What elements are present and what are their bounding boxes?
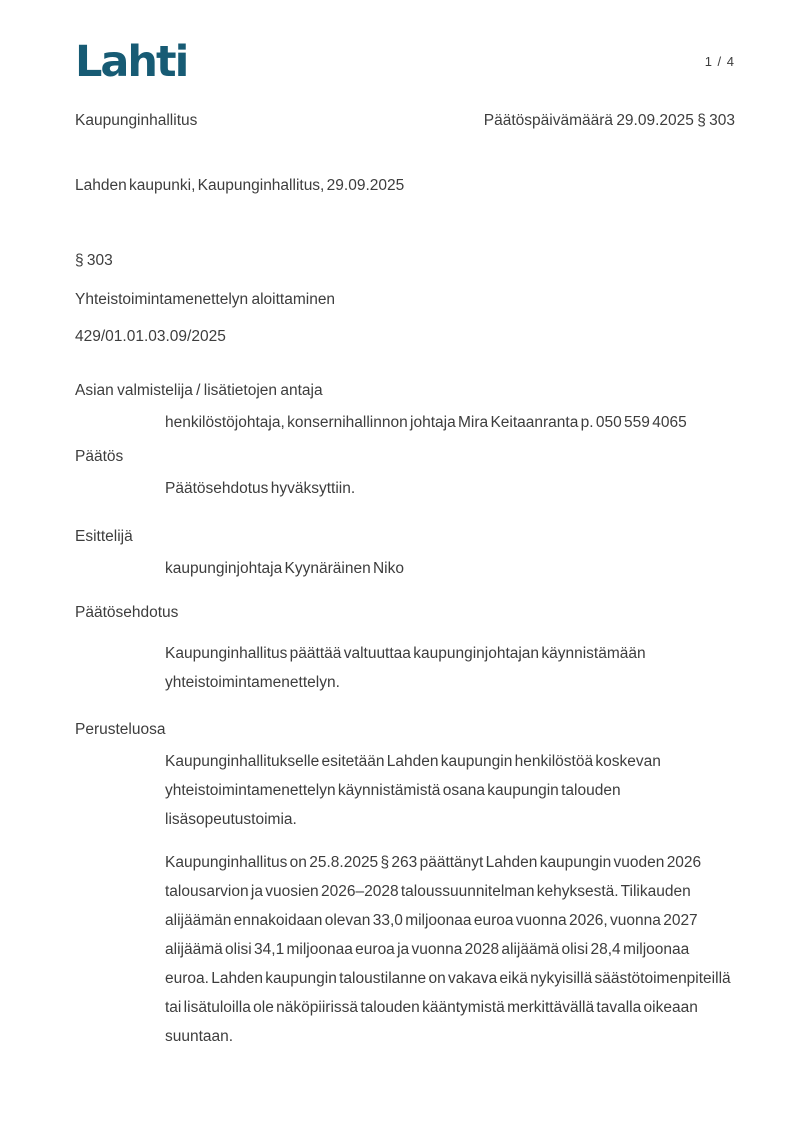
section-decision-proposal <box>75 604 735 697</box>
committee-name: Kaupunginhallitus <box>75 112 198 129</box>
section-decision <box>75 448 735 503</box>
section-label: Päätös <box>75 448 124 465</box>
page-number: 1 / 4 <box>704 54 735 69</box>
section-label: Esittelijä <box>75 528 133 545</box>
case-title: Yhteistoimintamenettelyn aloittaminen <box>75 291 336 308</box>
section-paragraph: Päätösehdotus hyväksyttiin. <box>165 480 356 497</box>
case-section-number: § 303 <box>75 252 113 269</box>
section-justification <box>75 721 735 1051</box>
section-content <box>165 554 735 583</box>
section-paragraph: Kaupunginhallitus päättää valtuuttaa kaupunginjohtajan käynnistämään yhteistoimintamenettelyn. <box>165 645 646 691</box>
section-paragraph: kaupunginjohtaja Kyynäräinen Niko <box>165 560 404 577</box>
case-diary-number: 429/01.01.03.09/2025 <box>75 328 226 345</box>
case-heading <box>75 252 735 346</box>
decision-date: Päätöspäivämäärä 29.09.2025 § 303 <box>483 112 735 129</box>
lahti-logo: Lahti <box>75 37 188 87</box>
section-content <box>165 747 735 1051</box>
section-paragraph: Kaupunginhallitukselle esitetään Lahden kaupungin henkilöstöä koskevan yhteistoimintamenettelyn käynnistämistä osana kaupungin talouden lisäsopeutustoimia. <box>165 753 661 828</box>
section-paragraph: Kaupunginhallitus on 25.8.2025 § 263 päättänyt Lahden kaupungin vuoden 2026 talousarvion ja vuosien 2026–2028 taloussuunnitelman kehyksestä. Tilikauden alijäämän ennakoidaan olevan 33,0 miljoonaa euroa vuonna 2026, vuonna 2027 alijäämä olisi 34,1 miljoonaa euroa ja vuonna 2028 alijäämä olisi 28,4 miljoonaa euroa. Lahden kaupungin taloustilanne on vakava eikä nykyisillä säästötoimenpiteillä tai lisätuloilla ole näköpiirissä talouden kääntymistä merkittävällä tavalla oikeaan suuntaan. <box>165 854 731 1045</box>
section-paragraph: henkilöstöjohtaja, konsernihallinnon johtaja Mira Keitaanranta p. 050 559 4065 <box>165 414 687 431</box>
section-label: Perusteluosa <box>75 721 166 738</box>
section-preparer <box>75 382 735 437</box>
organization-line: Lahden kaupunki, Kaupunginhallitus, 29.09.2025 <box>75 177 405 194</box>
page-header <box>75 37 735 87</box>
section-label: Päätösehdotus <box>75 604 179 621</box>
section-content <box>165 474 735 503</box>
section-presenter <box>75 528 735 583</box>
committee-header-row <box>75 112 735 130</box>
section-label: Asian valmistelija / lisätietojen antaja <box>75 382 323 399</box>
section-content <box>165 408 735 437</box>
section-content <box>165 639 735 697</box>
